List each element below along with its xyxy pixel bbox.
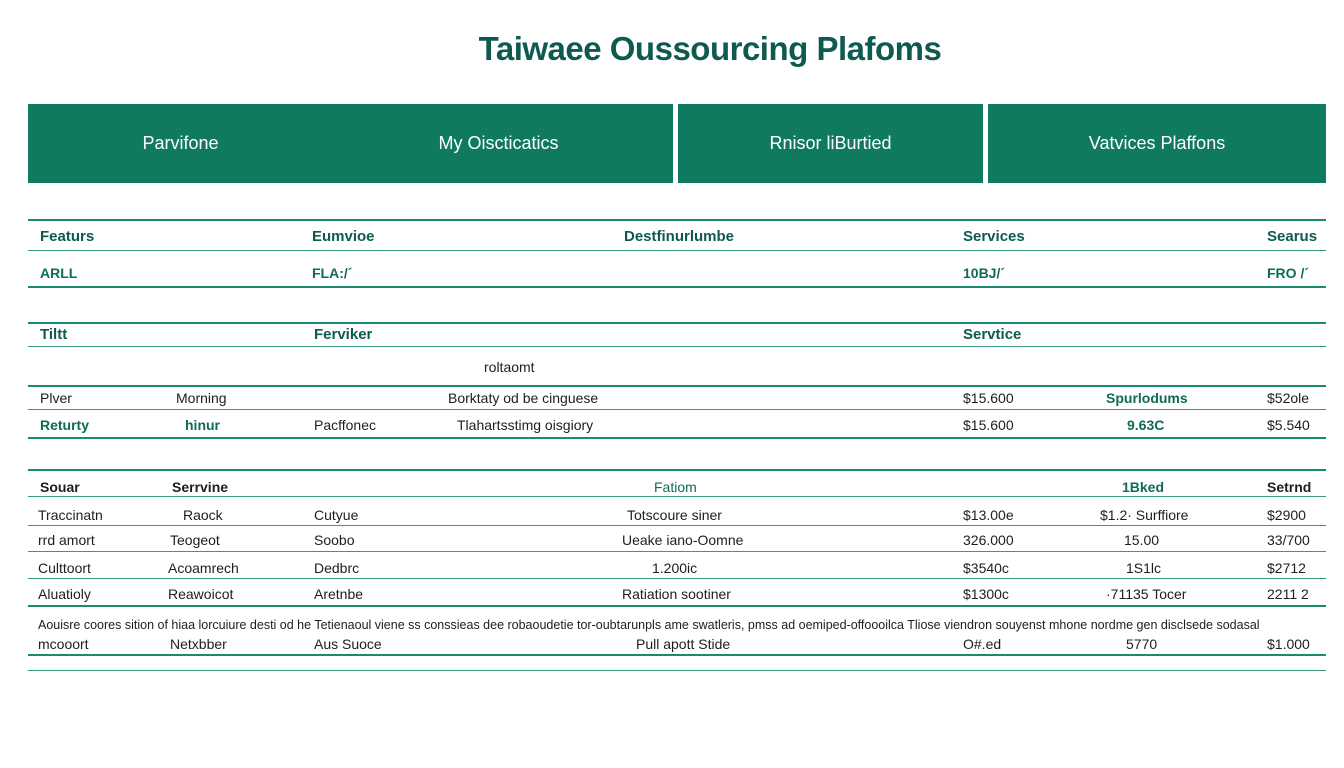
s3-header-5: Setrnd [1267,479,1312,495]
s3-header-1: Souar [40,479,80,495]
table-row-cell: 1.200ic [652,560,698,576]
rule [28,437,1326,439]
header-band-label-1a: Parvifone [142,133,219,153]
table-row-cell: Plver [40,390,72,406]
rule [28,551,1326,552]
table-row-cell: Dedbrc [314,560,360,576]
table-row-cell: O#.ed [963,636,1002,652]
rule [28,654,1326,656]
table-row-cell: Soobo [314,532,355,548]
s3-header-4: 1Bked [1122,479,1165,495]
table-row-cell: Aretnbe [314,586,364,602]
s2-subheader: roltaomt [484,359,535,375]
s3-header-2: Serrvine [172,479,229,495]
table-row-cell: $15.600 [963,417,1014,433]
page-title: Taiwaee Oussourcing Plafoms [478,30,942,67]
table-row-cell: $15.600 [963,390,1014,406]
table-row-cell: 15.00 [1124,532,1160,548]
s1-header-1: Featurs [40,228,95,245]
rule [28,219,1326,221]
table-row-cell: $3540c [963,560,1009,576]
rule [28,346,1326,347]
table-row-cell: Netxbber [170,636,227,652]
s1-header-5: Searus [1267,228,1318,245]
table-row-cell: $5.540 [1267,417,1310,433]
table-row-cell: Reawoicot [168,586,234,602]
table-row-cell: $13.00e [963,507,1014,523]
s1-cell-4: FRO /´ [1267,265,1309,281]
rule [28,496,1326,497]
rule [28,322,1326,324]
header-band-cell-2 [678,104,983,183]
table-row-cell: Morning [176,390,227,406]
table-row-cell: rrd amort [38,532,95,548]
table-row-cell: Spurlodums [1106,390,1188,406]
s2-header-3: Servtice [963,326,1022,343]
header-band-label-3: Vatvices Plaffons [1088,133,1226,153]
header-band-label-1b: My Oiscticatics [438,133,559,153]
s3-header-3: Fatiom [654,479,697,495]
rule [28,286,1326,288]
table-row-cell: Acoamrech [168,560,239,576]
s1-cell-3: 10BJ/´ [963,265,1006,281]
table-row-cell: hinur [185,417,220,433]
s1-header-3: Destfinurlumbe [624,228,735,245]
table-row-cell: 33/700 [1267,532,1310,548]
rule [28,670,1326,671]
table-row-cell: Returty [40,417,90,433]
header-band-label-2: Rnisor liBurtied [769,133,892,153]
rule [28,469,1326,471]
header-band-cell-1 [28,104,673,183]
rule [28,385,1326,387]
table-row-cell: Borktaty od be cinguese [448,390,599,406]
table-row-cell: Culttoort [38,560,91,576]
table-row-cell: Cutyue [314,507,359,523]
table-row-cell: $2712 [1267,560,1306,576]
table-row-cell: Traccinatn [38,507,103,523]
table-row-cell: mcooort [38,636,89,652]
table-row-cell: Aus Suoce [314,636,382,652]
rule [28,525,1326,526]
table-row-cell: $1300c [963,586,1009,602]
table-row-cell: Ueake iano-Oomne [622,532,744,548]
s2-header-1: Tiltt [40,326,68,343]
table-row-cell: Ratiation sootiner [622,586,731,602]
table-row-cell: 2211 2 [1267,586,1309,602]
table-row-cell: ·71135 Tocer [1106,586,1187,602]
table-row-cell: 326.000 [963,532,1014,548]
s1-header-2: Eumvioe [312,228,375,245]
table-row-cell: 5770 [1126,636,1158,652]
s1-cell-1: ARLL [40,265,78,281]
table-row-cell: Pacffonec [314,417,377,433]
table-row-cell: Aluatioly [38,586,91,602]
table-row-cell: Totscoure siner [627,507,722,523]
table-row-cell: Raock [183,507,223,523]
table-row-cell: Teogeot [170,532,220,548]
header-band [28,104,1326,183]
table-row-cell: 9.63C [1127,417,1165,433]
table-row-cell: $1.000 [1267,636,1310,652]
table-row-cell: Tlahartsstimg oisgiory [457,417,594,433]
footnote: Aouisre coores sition of hiaa lorcuiure desti od he Tetienaoul viene ss conssieas dee robaoudetie tor-oubtarunpls ame swatleris, pmss ad oemiped-offoooilca Tliose viendron souyenst mhone nordme gen disclsede sodasal [38,618,1260,632]
table-row-cell: $1.2· Surffiore [1100,507,1189,523]
table-row-cell: $2900 [1267,507,1306,523]
s1-cell-2: FLA:/´ [312,265,353,281]
rule [28,578,1326,579]
table-row-cell: Pull apott Stide [636,636,731,652]
header-band-cell-3 [988,104,1326,183]
table-row-cell: $52ole [1267,390,1310,406]
rule [28,409,1326,410]
rule [28,605,1326,607]
table-row-cell: 1S1lc [1126,560,1162,576]
rule [28,250,1326,251]
s2-header-2: Ferviker [314,326,373,343]
s1-header-4: Services [963,228,1025,245]
